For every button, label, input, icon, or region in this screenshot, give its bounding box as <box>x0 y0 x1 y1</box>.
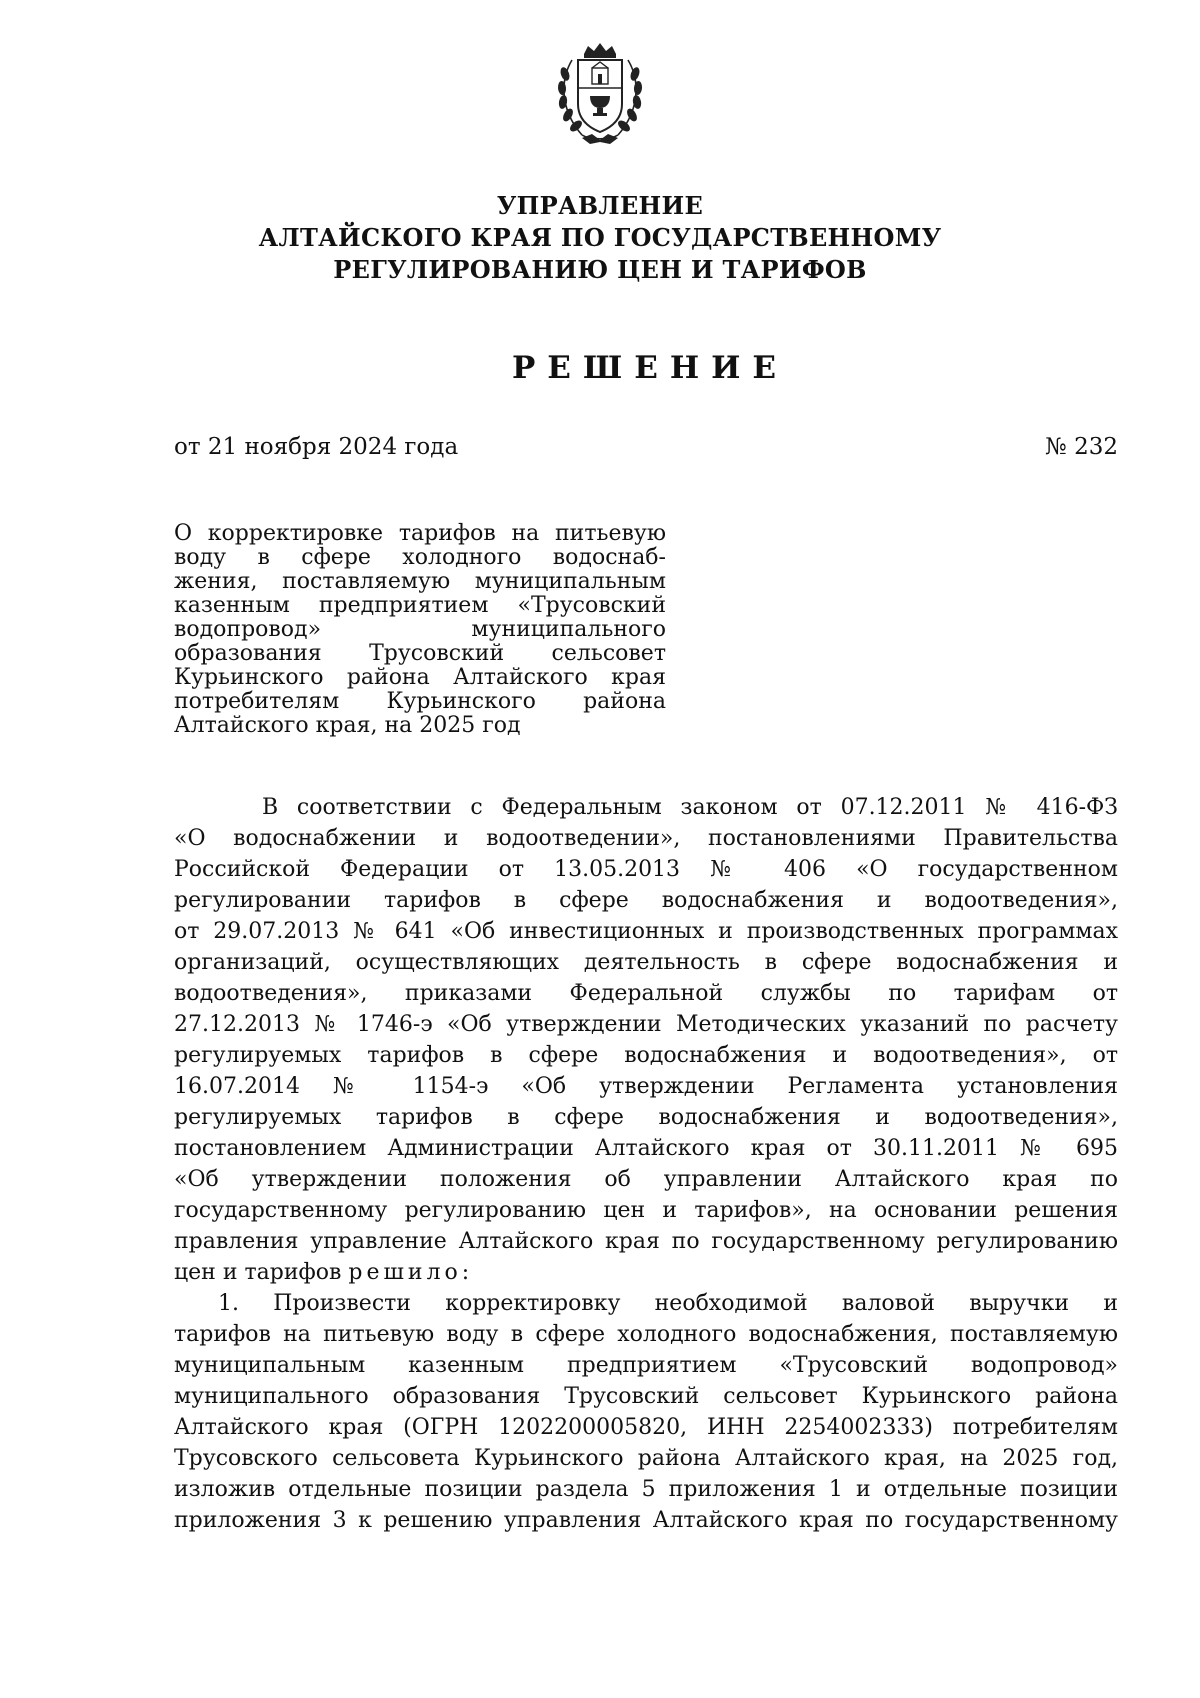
item1-line: Трусовского сельсовета Курьинского района Алтайского края, на 2025 год, <box>174 1446 1118 1471</box>
subject-line: жения, поставляемую муниципальным <box>174 569 666 594</box>
agency-name <box>0 190 1200 286</box>
subject-line: водопровод» муниципального <box>174 617 666 642</box>
subject-line: воду в сфере холодного водоснаб- <box>174 545 666 570</box>
item1-line: тарифов на питьевую воду в сфере холодного водоснабжения, поставляемую <box>174 1322 1118 1347</box>
coat-of-arms-emblem <box>552 40 648 150</box>
item1-line: Алтайского края (ОГРН 1202200005820, ИНН 2254002333) потребителям <box>174 1415 1118 1440</box>
subject-line: потребителям Курьинского района <box>174 689 666 714</box>
item1-line: 1. Произвести корректировку необходимой валовой выручки и <box>218 1291 1118 1316</box>
document-subject <box>174 522 666 738</box>
body-line: 27.12.2013 № 1746-э «Об утверждении Методических указаний по расчету <box>174 1012 1118 1037</box>
subject-line: О корректировке тарифов на питьевую <box>174 521 666 546</box>
item1-line: муниципальным казенным предприятием «Трусовский водопровод» <box>174 1353 1118 1378</box>
body-line: правления управление Алтайского края по государственному регулированию <box>174 1229 1118 1254</box>
document-type-title: РЕШЕНИЕ <box>511 350 789 386</box>
body-line: государственному регулированию цен и тарифов», на основании решения <box>174 1198 1118 1223</box>
body-line: постановлением Администрации Алтайского края от 30.11.2011 № 695 <box>174 1136 1118 1161</box>
resolved-word: решило: <box>348 1260 474 1285</box>
body-line: 16.07.2014 № 1154-э «Об утверждении Регламента установления <box>174 1074 1118 1099</box>
body-line: «Об утверждении положения об управлении Алтайского края по <box>174 1167 1118 1192</box>
body-line: организаций, осуществляющих деятельность в сфере водоснабжения и <box>174 950 1118 975</box>
body-line: Российской Федерации от 13.05.2013 № 406 «О государственном <box>174 857 1118 882</box>
agency-line-2: АЛТАЙСКОГО КРАЯ ПО ГОСУДАРСТВЕННОМУ <box>258 223 942 252</box>
subject-line: Алтайского края, на 2025 год <box>174 713 521 738</box>
document-number: № 232 <box>1045 434 1118 460</box>
body-line: В соответствии с Федеральным законом от 07.12.2011 № 416-ФЗ <box>262 795 1118 820</box>
body-line: регулируемых тарифов в сфере водоснабжения и водоотведения», <box>174 1105 1118 1130</box>
item1-line: изложив отдельные позиции раздела 5 приложения 1 и отдельные позиции <box>174 1477 1118 1502</box>
subject-line: образования Трусовский сельсовет <box>174 641 666 666</box>
resolution-line <box>174 1257 1118 1288</box>
subject-line: казенным предприятием «Трусовский <box>174 593 666 618</box>
body-line: регулировании тарифов в сфере водоснабжения и водоотведения», <box>174 888 1118 913</box>
body-line: от 29.07.2013 № 641 «Об инвестиционных и производственных программах <box>174 919 1118 944</box>
body-line: «О водоснабжении и водоотведении», постановлениями Правительства <box>174 826 1118 851</box>
item1-line: муниципального образования Трусовский сельсовет Курьинского района <box>174 1384 1118 1409</box>
item1-line: приложения 3 к решению управления Алтайского края по государственному <box>174 1508 1118 1533</box>
agency-line-1: УПРАВЛЕНИЕ <box>496 191 704 220</box>
body-line: регулируемых тарифов в сфере водоснабжения и водоотведения», от <box>174 1043 1118 1068</box>
document-body <box>174 792 1118 1536</box>
resolved-prefix: цен и тарифов <box>174 1260 349 1285</box>
subject-line: Курьинского района Алтайского края <box>174 665 666 690</box>
agency-line-3: РЕГУЛИРОВАНИЮ ЦЕН И ТАРИФОВ <box>333 255 867 284</box>
document-date: от 21 ноября 2024 года <box>174 434 459 460</box>
body-line: водоотведения», приказами Федеральной службы по тарифам от <box>174 981 1118 1006</box>
